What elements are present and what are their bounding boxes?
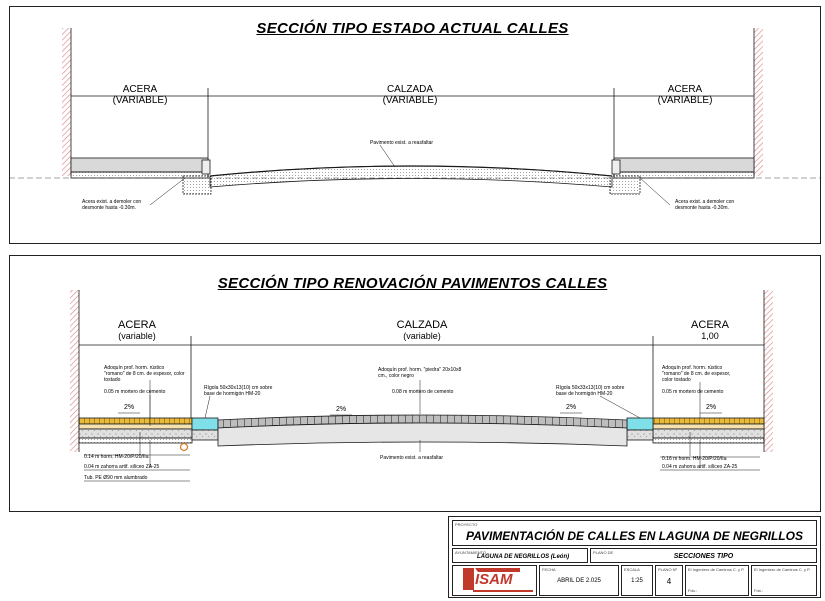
note-right-concrete: 0.16 m horm. HM-20/P/20/IIa xyxy=(662,456,727,462)
scale-caption: ESCALA xyxy=(624,567,640,572)
date-cell xyxy=(539,565,619,596)
number-value: 4 xyxy=(666,577,672,586)
number-caption: PLANO Nº xyxy=(658,567,678,572)
note-center-mortar: 0.08 m mortero de cemento xyxy=(392,389,454,395)
top-right-demolish-note: Acera exist. a demoler con desmonte hasta -0.30m. xyxy=(675,199,735,211)
engineer-signer-caption: Fdo.: xyxy=(688,588,698,593)
number-cell xyxy=(655,565,683,596)
note-right-mortar: 0.05 m mortero de cemento xyxy=(662,389,724,395)
label-sub: (VARIABLE) xyxy=(112,95,168,106)
project-caption: PROYECTO xyxy=(455,522,478,527)
note-left-mortar: 0.05 m mortero de cemento xyxy=(104,389,166,395)
date-value: ABRIL DE 2.025 xyxy=(557,578,601,584)
engineer-cell xyxy=(685,565,749,596)
bottom-section-panel xyxy=(9,255,821,512)
scale-cell xyxy=(621,565,653,596)
note-left-concrete: 0.14 m horm. HM-20/P/20/IIa xyxy=(84,454,149,460)
signature-caption: El Ingeniero de Caminos C. y P. xyxy=(754,567,811,572)
label-main: CALZADA xyxy=(396,319,448,331)
note-left-paver: Adoquín prof. horm. rústico "romano" de 8 cm. de espesor, color tostado xyxy=(104,365,185,383)
slope-label: 2% xyxy=(336,406,347,413)
plan-cell xyxy=(590,548,817,563)
top-roadway-label xyxy=(370,84,450,106)
label-sub: (variable) xyxy=(403,331,441,341)
label-sub: 1,00 xyxy=(701,331,719,341)
note-right-paver: Adoquín prof. horm. rústico "romano" de 8 cm. de espesor, color tostado xyxy=(662,365,731,383)
date-caption: FECHA xyxy=(542,567,556,572)
engineer-caption: El Ingeniero de Caminos C. y P. xyxy=(688,567,745,572)
town-caption: AYUNTAMIENTO xyxy=(455,550,487,555)
top-section-title: SECCIÓN TIPO ESTADO ACTUAL CALLES xyxy=(256,20,569,37)
label-main: ACERA xyxy=(667,84,703,95)
note-right-gravel: 0.04 m zahorra artif. silíceo ZA-25 xyxy=(662,464,738,470)
signature-cell xyxy=(751,565,817,596)
logo-text: ISAM xyxy=(475,571,513,588)
logo-underline xyxy=(473,590,533,592)
logo-cell xyxy=(452,565,537,596)
note-right-curb: Rígola 50x33x13(10) cm sobre base de hormigón HM-20 xyxy=(556,385,625,397)
slope-label: 2% xyxy=(124,404,135,411)
bottom-roadway-label xyxy=(382,320,462,342)
top-left-sidewalk-label xyxy=(100,84,180,106)
scale-value: 1:25 xyxy=(631,578,643,584)
note-left-gravel: 0.04 m zahorra artif. silíceo ZA-25 xyxy=(84,464,160,470)
slope-label: 2% xyxy=(706,404,717,411)
label-main: ACERA xyxy=(122,84,158,95)
label-main: ACERA xyxy=(691,319,729,331)
town-cell xyxy=(452,548,588,563)
plan-caption: PLANO DE xyxy=(593,550,614,555)
note-left-curb: Rígola 50x30x13(10) cm sobre base de hormigón HM-20 xyxy=(204,385,273,397)
plan-name: SECCIONES TIPO xyxy=(673,553,734,560)
note-center-paver: Adoquín prof. horm. "piedra" 20x10x8 cm., color negro xyxy=(378,367,462,379)
note-center-existing: Pavimento exist. a reasfaltar xyxy=(380,455,444,461)
project-title: PAVIMENTACIÓN DE CALLES EN LAGUNA DE NEGRILLOS xyxy=(466,529,803,543)
project-cell xyxy=(452,520,817,546)
signature-signer-caption: Fdo.: xyxy=(754,588,764,593)
bottom-right-sidewalk-label xyxy=(670,320,750,342)
bottom-left-sidewalk-label xyxy=(97,320,177,342)
label-sub: (variable) xyxy=(118,331,156,341)
note-left-pipe: Tub. PE Ø90 mm alumbrado xyxy=(84,475,148,481)
top-left-demolish-note: Acera exist. a demoler con desmonte hasta -0.30m. xyxy=(82,199,142,211)
town-name: LAGUNA DE NEGRILLOS (León) xyxy=(477,554,570,560)
top-right-sidewalk-label xyxy=(645,84,725,106)
label-sub: (VARIABLE) xyxy=(382,95,438,106)
bottom-section-title: SECCIÓN TIPO RENOVACIÓN PAVIMENTOS CALLES xyxy=(217,275,608,292)
slope-label: 2% xyxy=(566,404,577,411)
label-main: ACERA xyxy=(118,319,156,331)
top-pavement-note: Pavimento exist. a reasfaltar xyxy=(370,140,434,146)
label-main: CALZADA xyxy=(386,84,434,95)
label-sub: (VARIABLE) xyxy=(657,95,713,106)
